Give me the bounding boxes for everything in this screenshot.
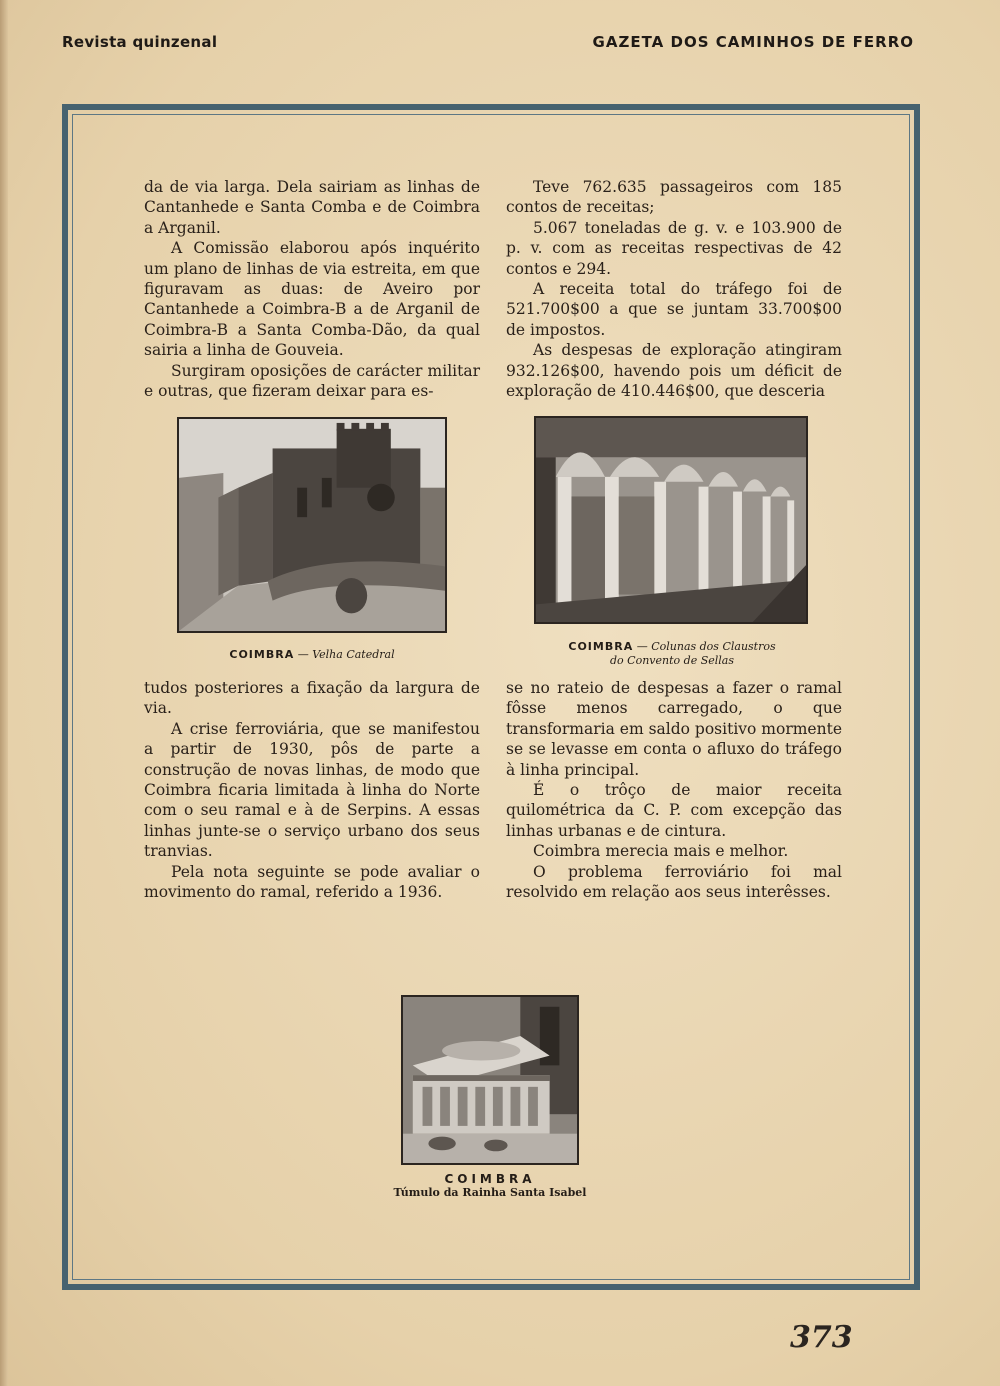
paragraph: Coimbra merecia mais e melhor. [533,842,789,861]
photo-old-cathedral [177,417,447,633]
paragraph: se no rateio de despesas a fazer o ramal fôsse menos carregado, o que transformaria em saldo positivo mormente se se levasse em conta o afluxo do tráfego à linha principal. [506,679,842,779]
paragraph: Surgiram oposições de carácter militar e outras, que fizeram deixar para es- [144,361,480,401]
caption-cloister [520,640,824,668]
running-head-right: GAZETA DOS CAMINHOS DE FERRO [592,33,914,51]
paragraph: A receita total do tráfego foi de 521.700$00 a que se juntam 33.700$00 de impostos. [506,280,842,339]
paragraph: 5.067 toneladas de g. v. e 103.900 de p. v. com as receitas respectivas de 42 contos e 294. [506,218,842,278]
paragraph: Teve 762.635 passageiros com 185 contos de receitas; [506,178,842,217]
paragraph: As despesas de exploração atingiram 932.126$00, havendo pois um déficit de exploração de 410.446$00, que desceria [506,341,842,401]
paragraph: da de via larga. Dela sairiam as linhas de Cantanhede e Santa Comba e de Coimbra a Arganil. [144,178,480,237]
caption-place: COIMBRA [229,648,295,661]
paragraph: tudos posteriores a fixação da largura de via. [144,679,480,718]
photo-tomb-santa-isabel [401,995,579,1165]
paragraph: Pela nota seguinte se pode avaliar o movimento do ramal, referido a 1936. [144,862,480,902]
photo-cloister-columns [534,416,808,624]
caption-description: — Colunas dos Claustros [636,640,776,653]
caption-description: Túmulo da Rainha Santa Isabel [393,1186,587,1199]
caption-old-cathedral [177,648,447,662]
column-right-top [506,177,842,401]
column-right-bottom [506,678,842,902]
column-left-top [144,177,480,401]
caption-description: — Velha Catedral [297,648,395,661]
caption-place: COIMBRA [568,640,634,653]
paragraph: A crise ferroviária, que se manifestou a partir de 1930, pôs de parte a construção de novas linhas, de modo que Coimbra ficaria limitada à linha do Norte com o seu ramal e à de Serpins. A essas linhas junte-se o serviço urbano dos seus tranvias. [144,719,480,861]
caption-tomb [380,1172,600,1200]
paragraph: A Comissão elaborou após inquérito um plano de linhas de via estreita, em que figuravam as duas: de Aveiro por Cantanhede a Coimbra-B a de Arganil de Coimbra-B a Santa Comba-Dão, da qual sairia a linha de Gouveia. [144,239,480,360]
paragraph: O problema ferroviário foi mal resolvido em relação aos seus interêsses. [506,862,842,902]
running-head-left: Revista quinzenal [62,33,218,51]
column-left-bottom [144,678,480,902]
caption-place: COIMBRA [444,1172,536,1186]
page-left-edge [0,0,8,1386]
paragraph: É o trôço de maior receita quilométrica da C. P. com excepção das linhas urbanas e de cintura. [506,781,842,840]
page-number: 373 [790,1320,853,1355]
caption-description-line2: do Convento de Sellas [610,654,734,667]
